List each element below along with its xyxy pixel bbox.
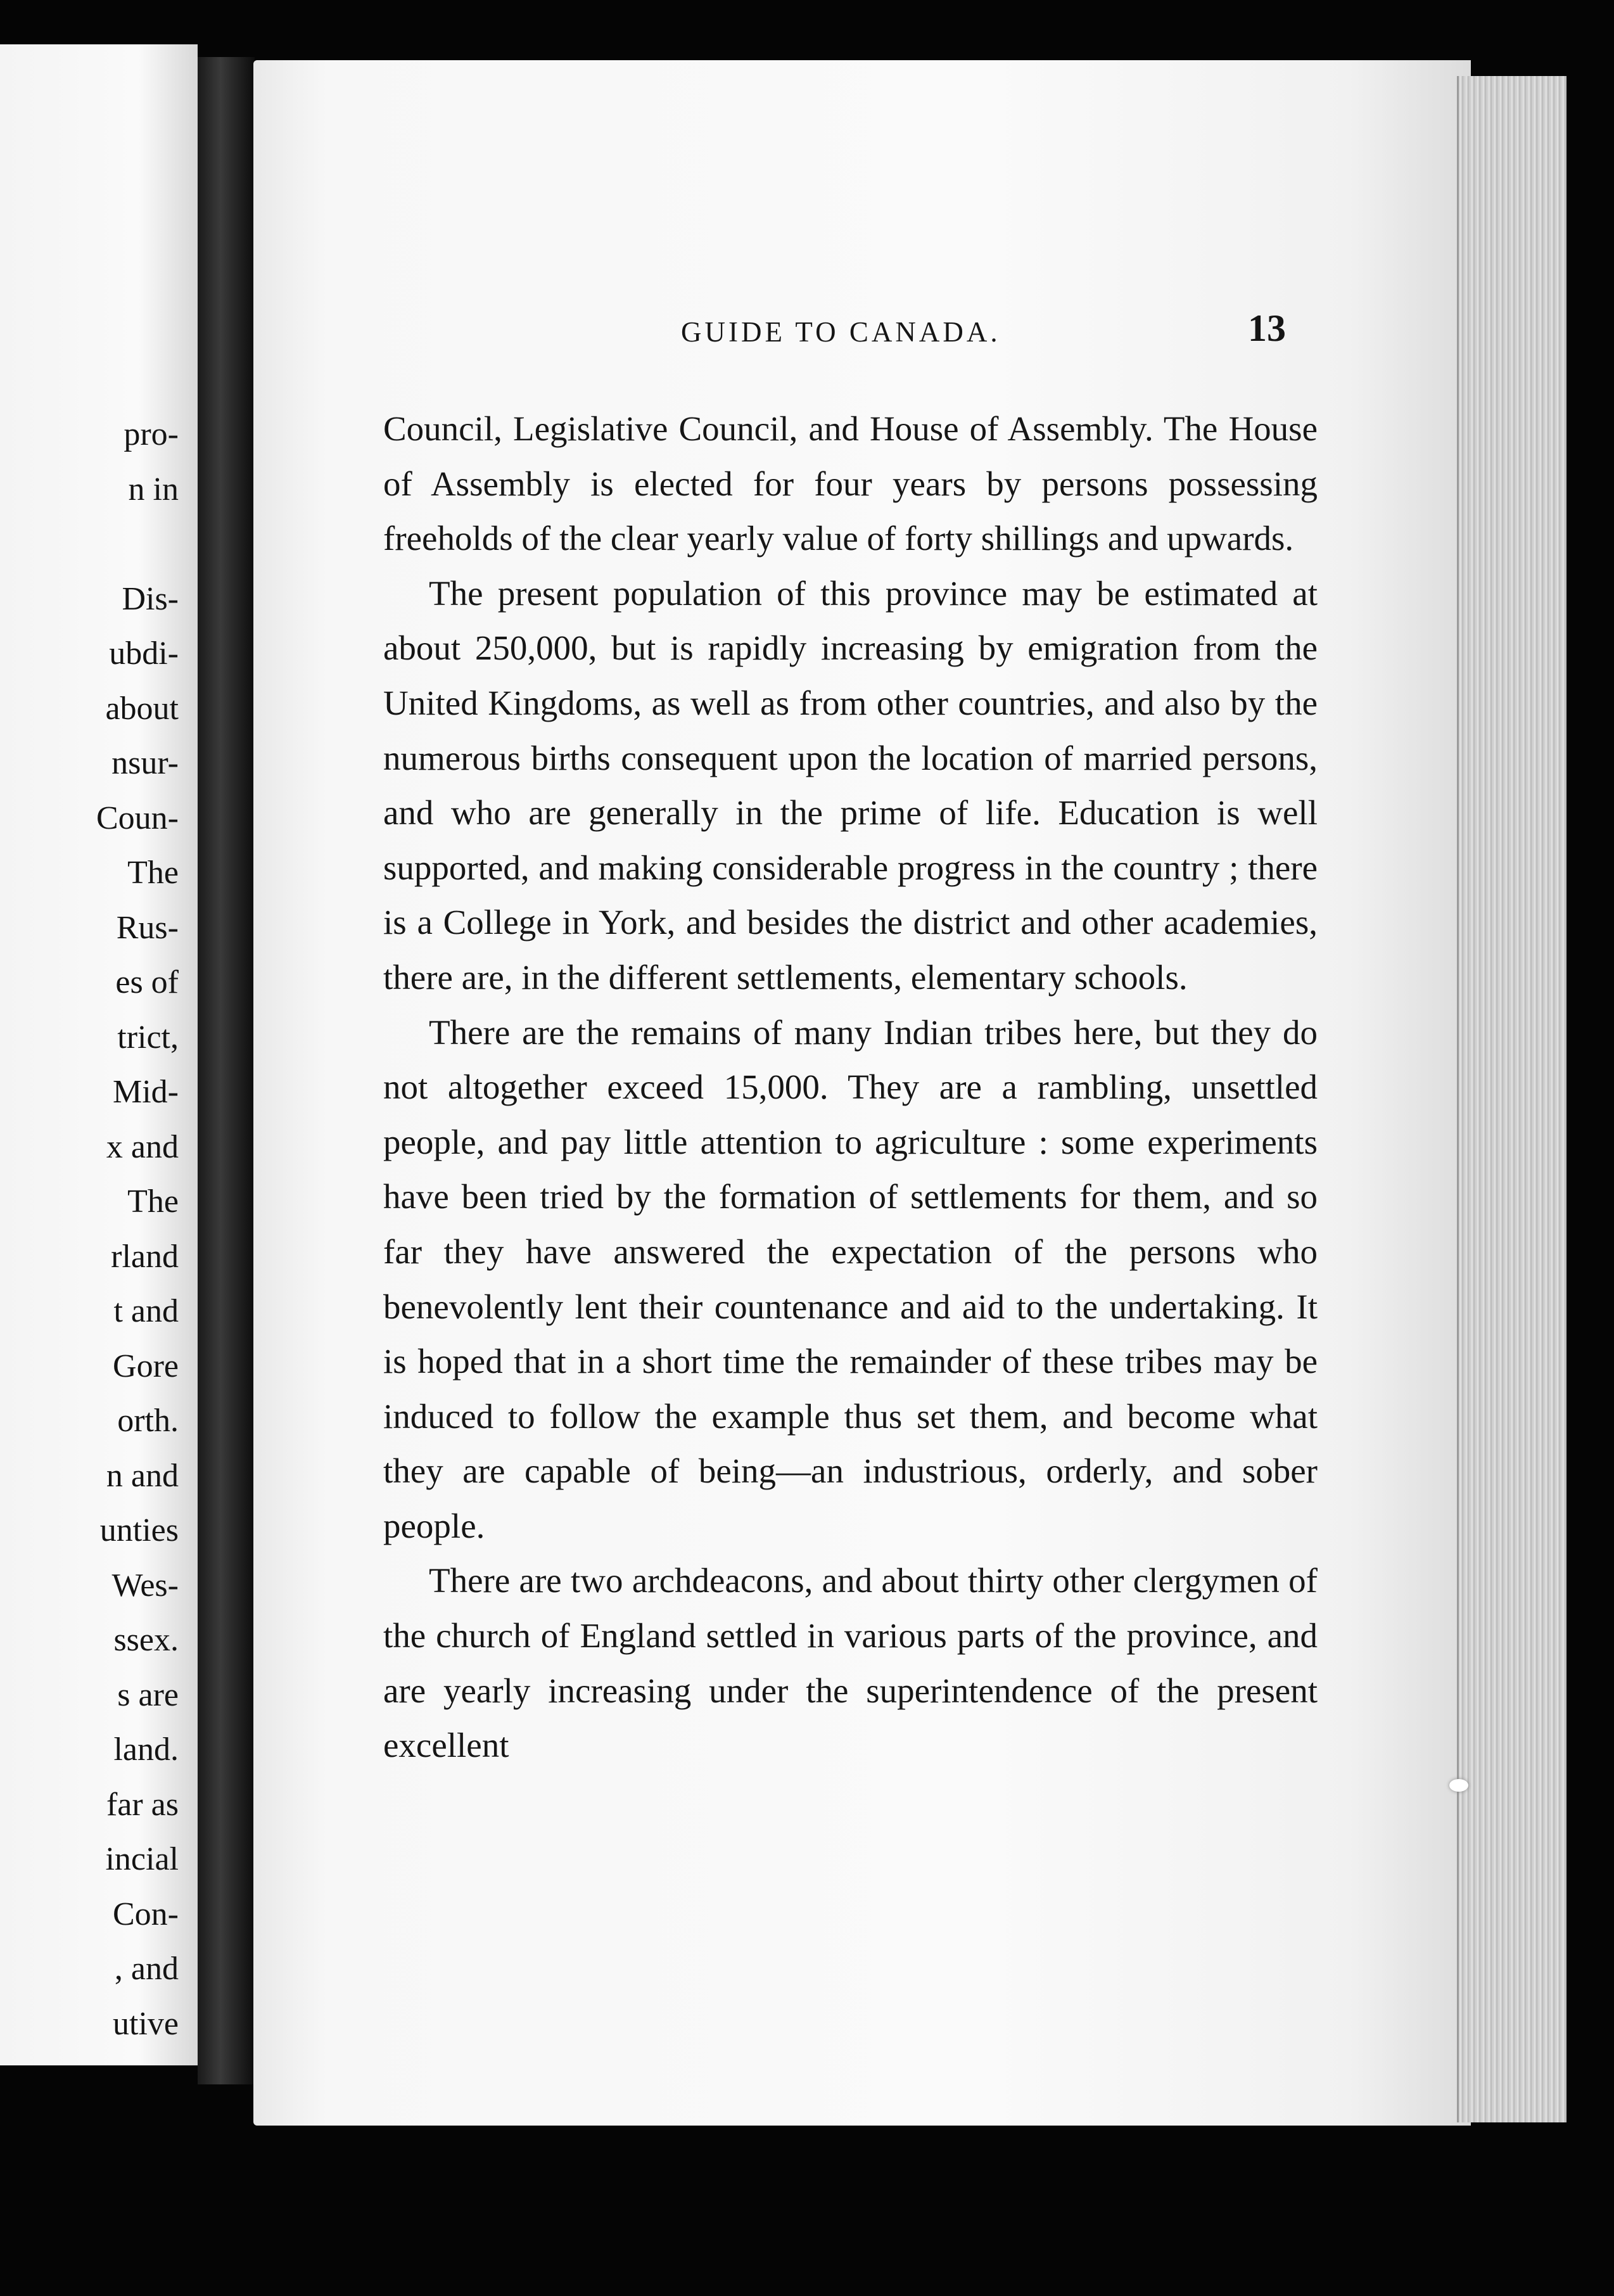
previous-page-line: n in [128,471,179,507]
page-number: 13 [1248,307,1286,349]
previous-page-line: Rus- [116,909,179,946]
previous-page-fragment [0,44,198,2065]
page-edges [1457,76,1566,2122]
previous-page-line: incial [105,1841,179,1877]
previous-page-line: , and [114,1951,179,1987]
previous-page-line: s are [117,1676,179,1713]
previous-page-line: es of [115,964,179,1000]
paper-speck [1449,1779,1468,1792]
paragraph: There are the remains of many Indian tribes here, but they do not altogether exceed 15,000. They are a rambling, unsettled people, and pay little attention to agriculture : some experiments have been tried by the formation of settlements for them, and so far they have answered the expectation of the persons who benevolently lent their countenance and aid to the undertaking. It is hoped that in a short time the remainder of these tribes may be induced to follow the example thus set them, and become what they are capable of being—an industrious, orderly, and sober people. [383,1012,1318,1545]
previous-page-line: x and [106,1128,179,1165]
running-head: GUIDE TO CANADA. [681,316,1001,348]
previous-page-line: nsur- [111,745,179,781]
previous-page-line: about [105,690,179,727]
previous-page-line: ssex. [113,1622,179,1658]
page-body [383,402,1318,1773]
previous-page-line: t and [113,1293,179,1329]
previous-page-line: trict, [117,1019,179,1056]
previous-page-line: The [127,1183,179,1220]
book-gutter [198,57,255,2084]
previous-page-line: rland [111,1238,179,1275]
previous-page-line: Wes- [111,1567,179,1604]
previous-page-line: unties [99,1512,179,1548]
previous-page-line: orth. [117,1403,179,1439]
previous-page-line: Con- [113,1896,179,1932]
previous-page-line: n and [106,1457,179,1494]
previous-page-line: ubdi- [109,635,179,672]
previous-page-line: pro- [124,416,179,452]
previous-page-line: The [127,855,179,891]
previous-page-line: Gore [113,1348,179,1384]
paragraph: There are two archdeacons, and about thirty other clergymen of the church of England settled in various parts of the province, and are yearly increasing under the superintendence of the present excellent [383,1561,1318,1765]
previous-page-line: Coun- [96,800,179,836]
previous-page-line: Dis- [122,580,179,617]
paragraph: The present population of this province may be estimated at about 250,000, but is rapidly increasing by emigration from the United Kingdoms, as well as from other countries, and also by the numerous births consequent upon the location of married persons, and who are generally in the prime of life. Education is well supported, and making considerable progress in the country ; there is a College in York, and besides the district and other academies, there are, in the different settlements, elementary schools. [383,573,1318,997]
previous-page-line: Mid- [113,1074,179,1110]
previous-page-line: far as [106,1786,179,1823]
paragraph: Council, Legislative Council, and House of Assembly. The House of Assembly is elected for four years by persons possessing freeholds of the clear yearly value of forty shillings and upwards. [383,409,1318,558]
previous-page-line: utive [113,2005,179,2042]
previous-page-line: land. [113,1732,179,1768]
